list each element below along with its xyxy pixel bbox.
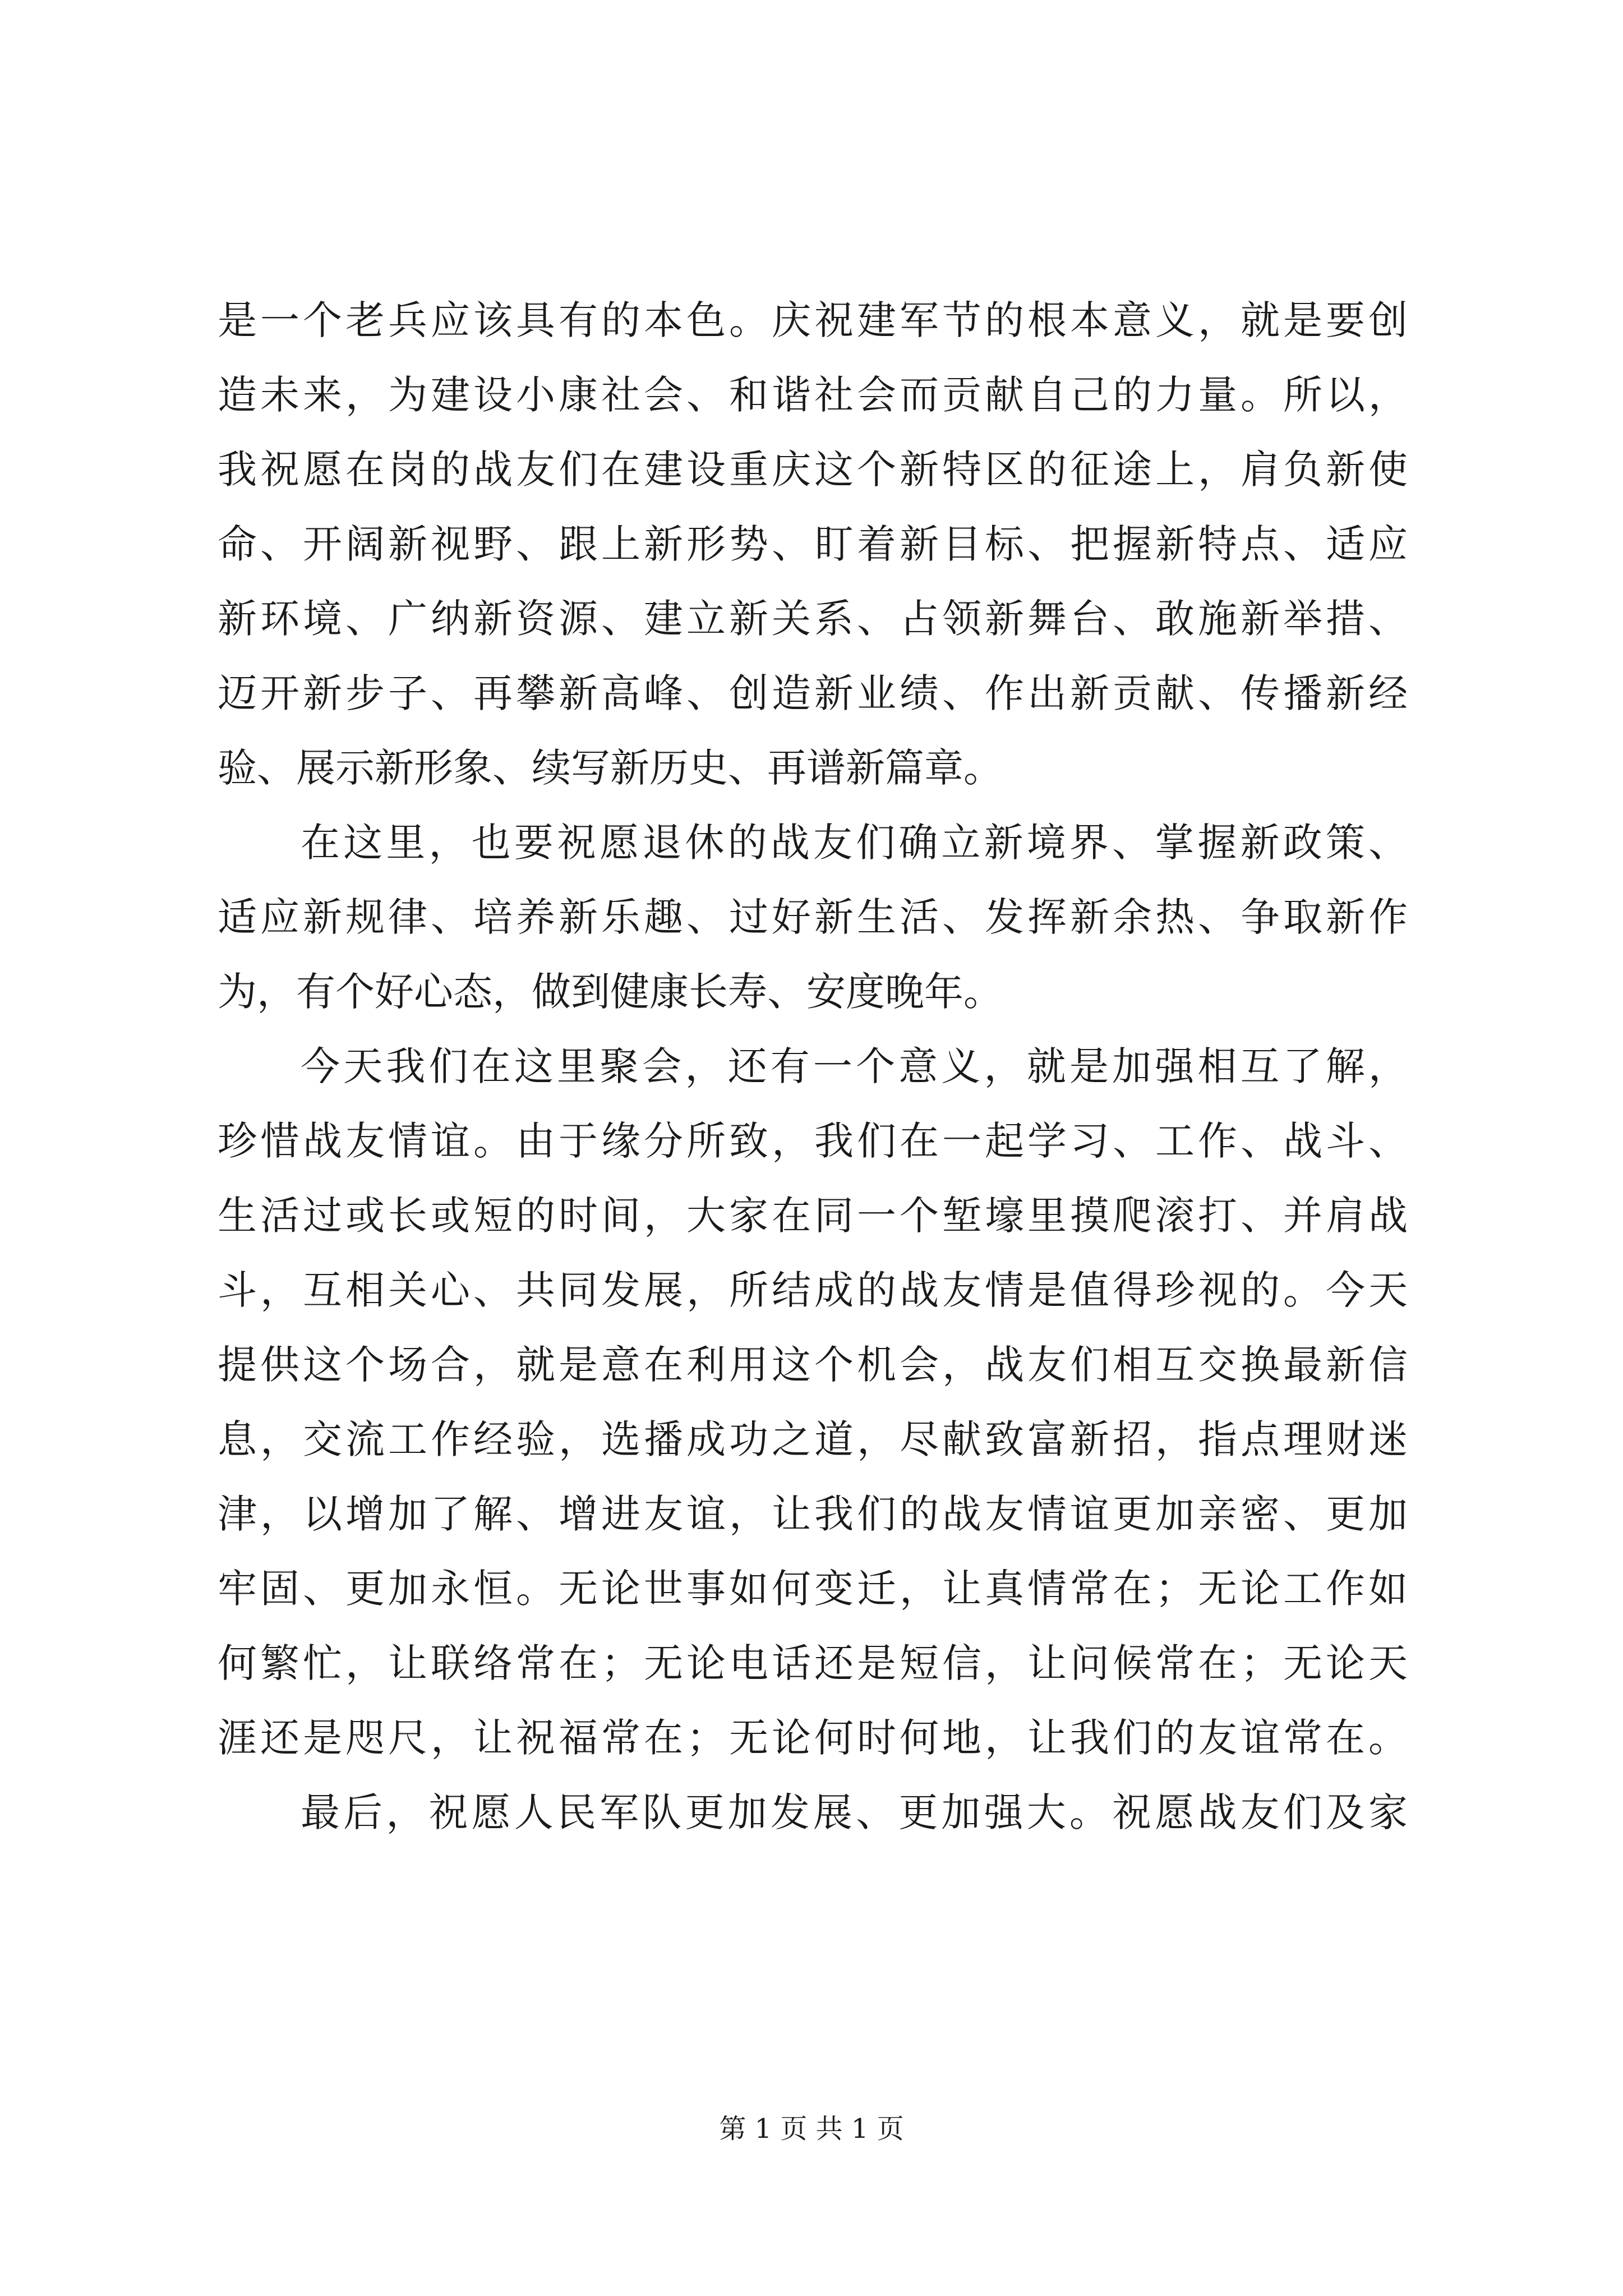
text-line: 斗，互相关心、共同发展，所结成的战友情是值得珍视的。今天 — [218, 1267, 1408, 1313]
text-line: 津，以增加了解、增进友谊，让我们的战友情谊更加亲密、更加 — [218, 1491, 1408, 1537]
text-line: 牢固、更加永恒。无论世事如何变迁，让真情常在；无论工作如 — [218, 1566, 1408, 1612]
paragraph-first-line: 最后，祝愿人民军队更加发展、更加强大。祝愿战友们及家 — [301, 1789, 1408, 1835]
paragraph-first-line: 今天我们在这里聚会，还有一个意义，就是加强相互了解， — [301, 1043, 1408, 1089]
text-line: 命、开阔新视野、跟上新形势、盯着新目标、把握新特点、适应 — [218, 521, 1408, 567]
text-line: 迈开新步子、再攀新高峰、创造新业绩、作出新贡献、传播新经 — [218, 670, 1408, 716]
text-line: 何繁忙，让联络常在；无论电话还是短信，让问候常在；无论天 — [218, 1640, 1408, 1686]
page-number-label: 第 1 页 共 1 页 — [719, 2113, 904, 2145]
text-line: 造未来，为建设小康社会、和谐社会而贡献自己的力量。所以， — [218, 372, 1408, 418]
text-line: 珍惜战友情谊。由于缘分所致，我们在一起学习、工作、战斗、 — [218, 1118, 1408, 1164]
text-line: 我祝愿在岗的战友们在建设重庆这个新特区的征途上，肩负新使 — [218, 447, 1408, 493]
text-line: 验、展示新形象、续写新历史、再谱新篇章。 — [218, 745, 1003, 791]
text-line: 生活过或长或短的时间，大家在同一个堑壕里摸爬滚打、并肩战 — [218, 1193, 1408, 1239]
paragraph-first-line: 在这里，也要祝愿退休的战友们确立新境界、掌握新政策、 — [301, 820, 1408, 866]
text-line: 息，交流工作经验，选播成功之道，尽献致富新招，指点理财迷 — [218, 1416, 1408, 1462]
page-footer — [0, 2112, 1623, 2146]
text-line: 涯还是咫尺，让祝福常在；无论何时何地，让我们的友谊常在。 — [218, 1715, 1408, 1761]
text-line: 适应新规律、培养新乐趣、过好新生活、发挥新余热、争取新作 — [218, 894, 1408, 940]
text-line: 提供这个场合，就是意在利用这个机会，战友们相互交换最新信 — [218, 1342, 1408, 1388]
text-line: 为，有个好心态，做到健康长寿、安度晚年。 — [218, 969, 1003, 1015]
text-line: 是一个老兵应该具有的本色。庆祝建军节的根本意义，就是要创 — [218, 297, 1408, 343]
document-body — [218, 283, 1408, 1850]
text-line: 新环境、广纳新资源、建立新关系、占领新舞台、敢施新举措、 — [218, 596, 1408, 642]
